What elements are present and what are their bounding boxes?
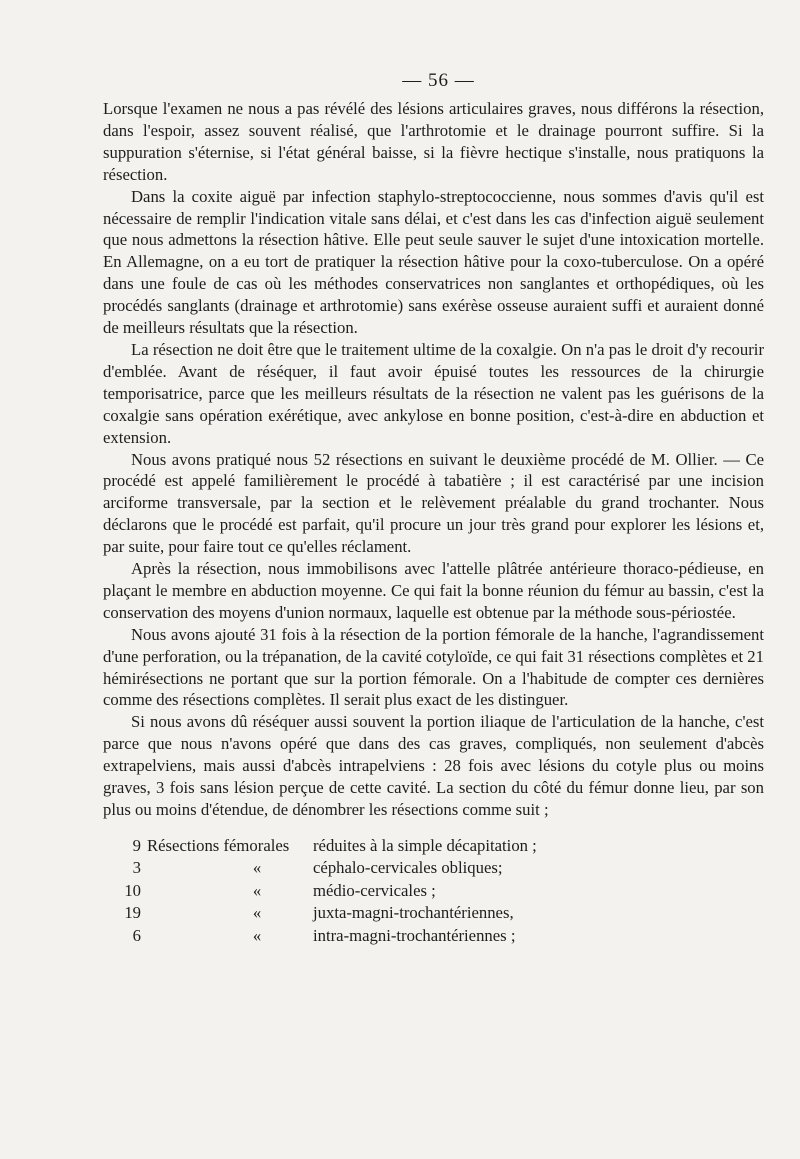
list-count: 3	[132, 858, 141, 878]
paragraph-1: Lorsque l'examen ne nous a pas révélé des lésions articulaires graves, nous différons la résection, dans l'espoir, assez souvent réalisé, que l'arthrotomie et le drainage pourront suffire. Si la suppuration s'éternise, si l'état général baisse, si la fièvre hectique s'installe, nous pratiquons la résection.	[103, 99, 764, 184]
list-category: Résections fémorales	[147, 835, 290, 855]
list-description: réduites à la simple décapitation ;	[313, 835, 537, 855]
list-item	[103, 925, 764, 948]
paragraph-7: Si nous avons dû réséquer aussi souvent la portion iliaque de l'articulation de la hanche, c'est parce que nous n'avons opéré que dans des cas graves, compliqués, non seulement d'abcès extrapelviens, mais aussi d'abcès intrapelviens : 28 fois avec lésions du cotyle plus ou moins graves, 3 fois sans lésion perçue de cette cavité. La section du côté du fémur donne lieu, par son plus ou moins d'étendue, de dénombrer les résections comme suit ;	[103, 712, 764, 819]
list-description: céphalo-cervicales obliques;	[313, 858, 503, 878]
list-count: 9	[132, 835, 141, 855]
paragraph-6: Nous avons ajouté 31 fois à la résection de la portion fémorale de la hanche, l'agrandissement d'une perforation, ou la trépanation, de la cavité cotyloïde, ce qui fait 31 résections complètes et 21 hémirésections ne portant que sur la portion fémorale. On a l'habitude de compter ces dernières comme des résections complètes. Il serait plus exact de les distinguer.	[103, 624, 764, 710]
paragraph-2: Dans la coxite aiguë par infection staphylo-streptococcienne, nous sommes d'avis qu'il est nécessaire de remplir l'indication vitale sans délai, et c'est dans les cas d'infection aiguë seulement que nous admettons la résection hâtive. Elle peut seule sauver le sujet d'une intoxication mortelle. En Allemagne, on a eu tort de pratiquer la résection hâtive pour la coxo-tuberculose. On a opéré dans une foule de cas où les méthodes conservatrices non sanglantes et orthopédiques, où les procédés sanglants (drainage et arthrotomie) sans exérèse osseuse auraient suffi et auraient donné de meilleurs résultats que la résection.	[103, 186, 764, 338]
list-count: 10	[124, 880, 141, 900]
paragraph-5: Après la résection, nous immobilisons avec l'attelle plâtrée antérieure thoraco-pédieuse, en plaçant le membre en abduction moyenne. Ce qui fait la bonne réunion du fémur au bassin, c'est la conservation des moyens d'union normaux, laquelle est obtenue par la méthode sous-périostée.	[103, 559, 764, 622]
list-count: 19	[124, 903, 141, 923]
list-item	[103, 835, 764, 858]
resection-list	[103, 835, 764, 948]
list-count: 6	[132, 925, 141, 945]
list-description: intra-magni-trochantériennes ;	[313, 925, 516, 945]
list-ditto: «	[252, 925, 262, 945]
list-item	[103, 857, 764, 880]
paragraph-3: La résection ne doit être que le traitement ultime de la coxalgie. On n'a pas le droit d'y recourir d'emblée. Avant de réséquer, il faut avoir épuisé toutes les ressources de la chirurgie temporisatrice, parce que les meilleurs résultats de la résection ne valent pas les guérisons de la coxalgie sans opération exérétique, avec ankylose en bonne position, c'est-à-dire en abduction et extension.	[103, 339, 764, 447]
list-ditto: «	[252, 880, 262, 900]
paragraph-4: Nous avons pratiqué nous 52 résections en suivant le deuxième procédé de M. Ollier. — Ce procédé est appelé familièrement le procédé à tabatière ; il est caractérisé par une incision arciforme transversale, par la section et le relèvement préalable du grand trochanter. Nous déclarons que le procédé est parfait, qu'il procure un jour très grand pour explorer les lésions et, par suite, pour faire tout ce qu'elles réclament.	[103, 449, 764, 557]
list-description: médio-cervicales ;	[313, 880, 436, 900]
page-number: — 56 —	[402, 70, 475, 91]
list-item	[103, 880, 764, 903]
list-description: juxta-magni-trochantériennes,	[313, 903, 514, 923]
list-item	[103, 902, 764, 925]
list-ditto: «	[252, 858, 262, 878]
list-ditto: «	[252, 903, 262, 923]
